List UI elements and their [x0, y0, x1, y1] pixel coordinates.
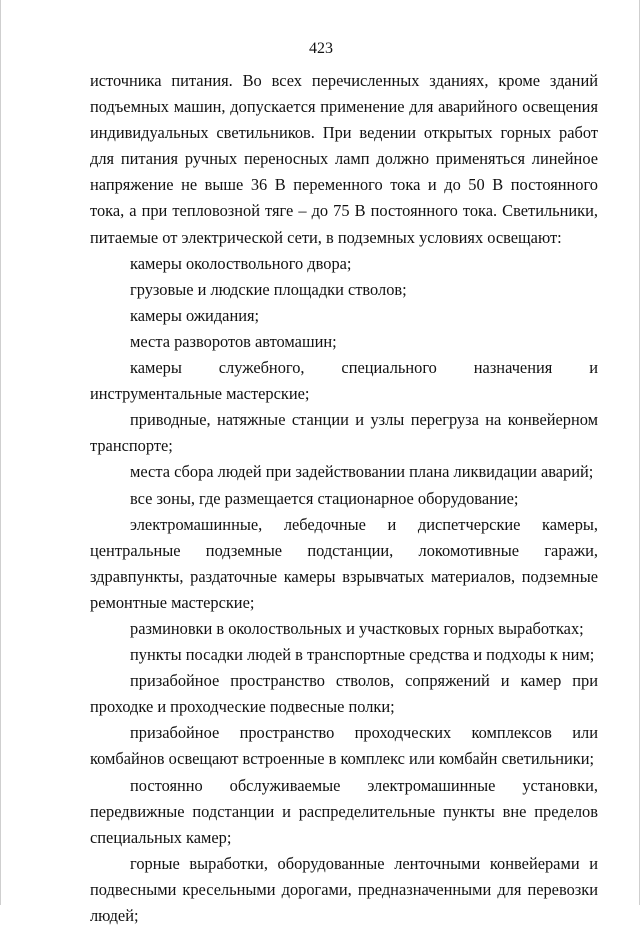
list-item: камеры служебного, специального назначения и инструментальные мастерские;: [90, 358, 598, 404]
list-item: места сбора людей при задействовании плана ликвидации аварий;: [130, 462, 594, 482]
list-item: разминовки в околоствольных и участковых горных выработках;: [130, 618, 584, 638]
list-item: приводные, натяжные станции и узлы перегруза на конвейерном транспорте;: [90, 410, 598, 456]
list-item: пункты посадки людей в транспортные средства и подходы к ним;: [130, 645, 595, 665]
paragraph-intro: источника питания. Во всех перечисленных зданиях, кроме зданий подъемных машин, допускается применение для аварийного освещения индивидуальных светильников. При ведении открытых горных работ для питания ручных переносных ламп должно применяться линейное напряжение не выше 36 В переменного тока и до 50 В постоянного тока, а при тепловозной тяге – до 75 В постоянного тока. Светильники, питаемые от электрической сети, в подземных условиях освещают:: [90, 71, 598, 247]
list-item: камеры ожидания;: [130, 305, 260, 325]
list-item: камеры околоствольного двора;: [130, 253, 352, 273]
list-item: горные выработки, оборудованные ленточными конвейерами и подвесными кресельными дорогами, предназначенными для перевозки людей;: [90, 853, 598, 925]
list-item: призабойное пространство проходческих комплексов или комбайнов освещают встроенные в комплекс или комбайн светильники;: [90, 723, 598, 769]
list-item: постоянно обслуживаемые электромашинные установки, передвижные подстанции и распределительные пункты вне пределов специальных камер;: [90, 775, 598, 847]
body-text: [90, 68, 598, 929]
list-item: призабойное пространство стволов, сопряжений и камер при проходке и проходческие подвесные полки;: [90, 671, 598, 717]
page-number: 423: [309, 40, 333, 57]
list-item: все зоны, где размещается стационарное оборудование;: [130, 488, 519, 508]
list-item: места разворотов автомашин;: [130, 331, 337, 351]
list-item: грузовые и людские площадки стволов;: [130, 279, 407, 299]
list-item: электромашинные, лебедочные и диспетчерские камеры, центральные подземные подстанции, локомотивные гаражи, здравпункты, раздаточные камеры взрывчатых материалов, подземные ремонтные мастерские;: [90, 514, 598, 612]
